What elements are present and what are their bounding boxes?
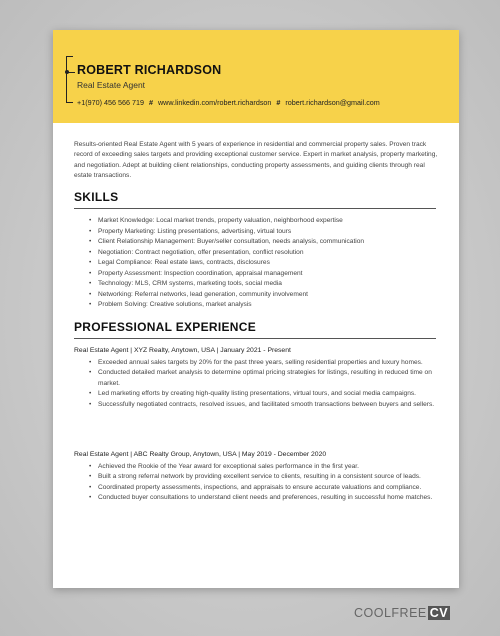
skill-item: • Problem Solving: Creative solutions, market analysis	[89, 300, 439, 311]
contact-separator: #	[148, 98, 153, 107]
job-bullet: • Exceeded annual sales targets by 20% for the past three years, selling residential properties and luxury homes.	[89, 358, 439, 368]
skill-item: • Market Knowledge: Local market trends, property valuation, neighborhood expertise	[89, 216, 439, 227]
job-bullets	[89, 462, 439, 504]
job-header: Real Estate Agent | ABC Realty Group, Anytown, USA | May 2019 - December 2020	[74, 451, 327, 458]
timeline-tick	[66, 102, 73, 103]
job-header: Real Estate Agent | XYZ Realty, Anytown, USA | January 2021 - Present	[74, 347, 291, 354]
job-bullet: • Led marketing efforts by creating high-quality listing presentations, virtual tours, and social media campaigns.	[89, 389, 439, 399]
job-bullets	[89, 358, 439, 410]
contact-line	[77, 98, 380, 107]
experience-heading: PROFESSIONAL EXPERIENCE	[74, 320, 257, 334]
logo-badge: CV	[429, 606, 449, 620]
section-divider	[74, 208, 436, 209]
timeline-line	[66, 56, 67, 102]
job-bullet: • Conducted buyer consultations to understand client needs and preferences, resulting in successful home matches.	[89, 493, 439, 503]
timeline-tick	[66, 56, 73, 57]
job-bullet: • Built a strong referral network by providing excellent service to clients, resulting in a consistent source of leads.	[89, 472, 439, 482]
resume-page	[53, 30, 459, 588]
phone-number: +1(970) 456 566 719	[77, 98, 144, 107]
skills-list	[89, 216, 439, 311]
job-bullet: • Coordinated property assessments, inspections, and appraisals to ensure accurate valuations and compliance.	[89, 483, 439, 493]
skill-item: • Property Marketing: Listing presentations, advertising, virtual tours	[89, 227, 439, 238]
timeline-connector	[66, 72, 75, 73]
section-divider	[74, 338, 436, 339]
summary-paragraph: Results-oriented Real Estate Agent with 5 years of experience in residential and commercial property sales. Proven track record of exceeding sales targets and providing exceptional customer service. Expert in market analysis, property marketing, and negotiation. Adept at building client relationships, conducting property assessments, and guiding clients through real estate transactions.	[74, 141, 438, 180]
candidate-title: Real Estate Agent	[77, 80, 146, 90]
linkedin-link[interactable]: www.linkedin.com/robert.richardson	[157, 98, 272, 107]
coolfreecv-logo	[354, 606, 450, 620]
skill-item: • Property Assessment: Inspection coordination, appraisal management	[89, 269, 439, 280]
job-bullet: • Achieved the Rookie of the Year award for exceptional sales performance in the first year.	[89, 462, 439, 472]
candidate-name: ROBERT RICHARDSON	[77, 63, 222, 77]
job-bullet: • Conducted detailed market analysis to determine optimal pricing strategies for listings, resulting in reduced time on market.	[89, 368, 439, 389]
skill-item: • Negotiation: Contract negotiation, offer presentation, conflict resolution	[89, 248, 439, 259]
job-bullet: • Successfully negotiated contracts, resolved issues, and facilitated smooth transactions between buyers and sellers.	[89, 400, 439, 410]
logo-text: COOLFREE	[354, 606, 427, 620]
skill-item: • Client Relationship Management: Buyer/seller consultation, needs analysis, communication	[89, 237, 439, 248]
skill-item: • Networking: Referral networks, lead generation, community involvement	[89, 290, 439, 301]
skills-heading: SKILLS	[74, 190, 119, 204]
email-link[interactable]: robert.richardson@gmail.com	[285, 98, 380, 107]
resume-header	[53, 30, 459, 123]
skill-item: • Technology: MLS, CRM systems, marketing tools, social media	[89, 279, 439, 290]
contact-separator: #	[276, 98, 281, 107]
skill-item: • Legal Compliance: Real estate laws, contracts, disclosures	[89, 258, 439, 269]
